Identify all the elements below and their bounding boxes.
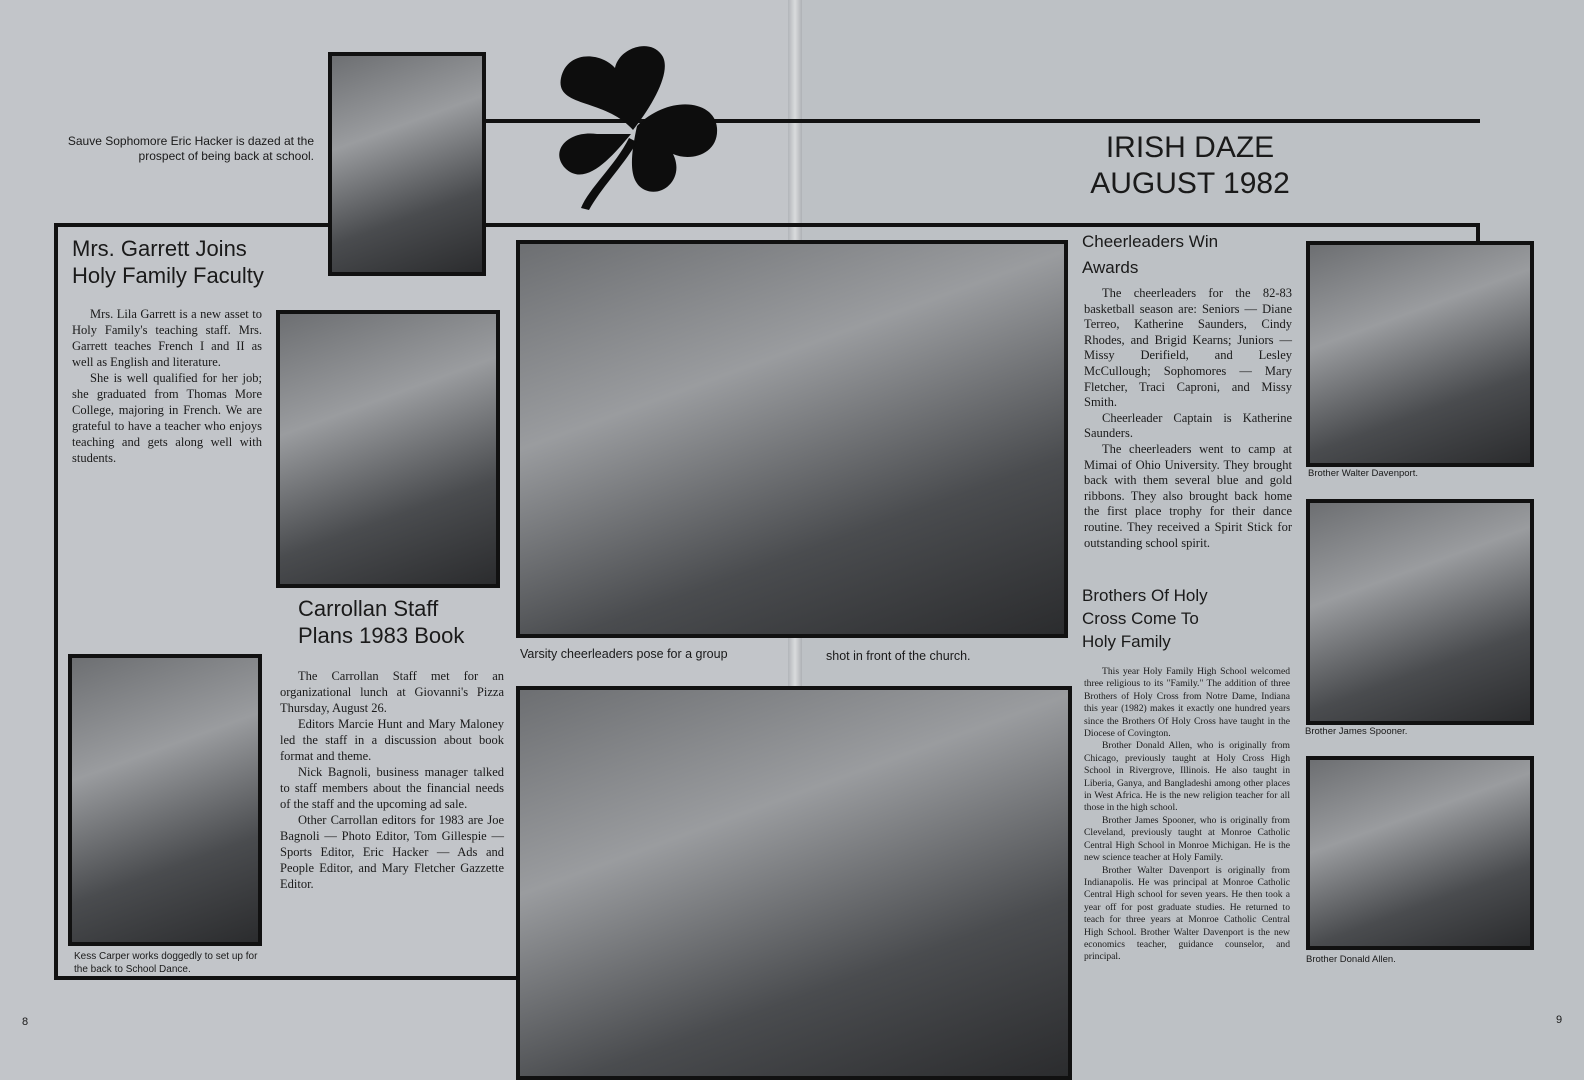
cheer-paragraph-3: The cheerleaders went to camp at Mimai of Ohio University. They brought back with them several blue and gold ribbons. They also brought back home the first place trophy for their dance routine. They received a Spirit Stick for outstanding school spirit. [1084,441,1292,550]
garrett-body [72,306,262,466]
allen-photo [1306,756,1534,950]
garrett-paragraph-1: Mrs. Lila Garrett is a new asset to Holy Family's teaching staff. Mrs. Garrett teaches French I and II as well as English and literature. [72,307,262,369]
frame-top-left [54,223,330,227]
carrollan-headline-line1: Carrollan Staff [298,596,439,621]
carrollan-paragraph-1: The Carrollan Staff met for an organizational lunch at Giovanni's Pizza Thursday, August 26. [280,669,504,715]
brothers-paragraph-3: Brother James Spooner, who is originally from Cleveland, previously taught at Monroe Catholic Central High School in Monroe Michigan. He is the new science teacher at Holy Family. [1084,814,1290,864]
frame-bottom [54,976,516,980]
davenport-caption: Brother Walter Davenport. [1308,468,1418,479]
carrollan-paragraph-4: Other Carrollan editors for 1983 are Joe Bagnoli — Photo Editor, Tom Gillespie — Sports Editor, Eric Hacker — Ads and People Editor, and Mary Fletcher Gazzette Editor. [280,813,504,891]
frame-left [54,223,58,980]
page-number-left: 8 [22,1016,29,1028]
cheer-headline-line1: Cheerleaders Win [1082,232,1219,251]
brothers-headline-line1: Brothers Of Holy [1082,586,1208,605]
cheerleaders-photo [516,240,1068,638]
garrett-paragraph-2: She is well qualified for her job; she graduated from Thomas More College, majoring in French. We are grateful to have a teacher who enjoys teaching and gets along well with students. [72,371,262,465]
brothers-paragraph-2: Brother Donald Allen, who is originally from Chicago, previously taught at Holy Cross High School in Rivergrove, Illinois. He also taught in Liberia, Ganya, and Bangladeshi among other places in West Africa. He is the new religion teacher for all those in the high school. [1084,740,1290,814]
frame-right [1476,223,1480,243]
frame-top-right [484,223,1480,227]
brothers-headline-line2: Cross Come To [1082,609,1199,628]
brothers-paragraph-4: Brother Walter Davenport is originally from Indianapolis. He was principal at Monroe Catholic Central High school for seven years. He then took a year off for post graduate studies. He returned to teach for three years at Monroe Catholic Central High School. Brother Walter Davenport is the new economics teacher, guidance counselor, and principal. [1084,864,1290,963]
page-number-right: 9 [1556,1014,1563,1026]
brothers-body [1084,666,1290,964]
allen-caption: Brother Donald Allen. [1306,954,1396,965]
davenport-photo [1306,241,1534,467]
garrett-headline-line1: Mrs. Garrett Joins [72,236,247,261]
cheerleaders-caption-left: Varsity cheerleaders pose for a group [520,647,728,661]
brothers-headline-line3: Holy Family [1082,632,1171,651]
staff-lunch-photo [516,686,1072,1080]
cheerleaders-caption-right: shot in front of the church. [826,649,971,663]
carper-photo [68,654,262,946]
page-title-line1: IRISH DAZE [1105,131,1275,164]
spooner-caption: Brother James Spooner. [1305,726,1408,737]
carrollan-paragraph-3: Nick Bagnoli, business manager talked to staff members about the financial needs of the staff and the upcoming ad sale. [280,765,504,811]
garrett-photo [276,310,500,588]
cheer-body [1084,286,1292,551]
hacker-photo [328,52,486,276]
cheer-headline-line2: Awards [1082,258,1139,277]
page-title-line2: AUGUST 1982 [1090,167,1290,200]
spooner-photo [1306,499,1534,725]
carrollan-paragraph-2: Editors Marcie Hunt and Mary Maloney led the staff in a discussion about book format and theme. [280,717,504,763]
brothers-paragraph-1: This year Holy Family High School welcomed three religious to its "Family." The addition of three Brothers of Holy Cross from Notre Dame, Indiana this year (1982) makes it exactly one hundred years since the Brothers Of Holy Cross have taught in the Diocese of Covington. [1084,666,1290,740]
cheer-paragraph-2: Cheerleader Captain is Katherine Saunders. [1084,410,1292,441]
hacker-caption: Sauve Sophomore Eric Hacker is dazed at the prospect of being back at school. [67,134,314,163]
carper-caption: Kess Carper works doggedly to set up for the back to School Dance. [74,951,258,975]
carrollan-headline-line2: Plans 1983 Book [298,623,465,648]
cheer-paragraph-1: The cheerleaders for the 82-83 basketball season are: Seniors — Diane Terreo, Katherine Saunders, Cindy Rhodes, and Brigid Kearns; Juniors — Missy Derifield, and Lesley McCullough; Sophomores — Mary Fletcher, Traci Caproni, and Missy Smith. [1084,286,1292,410]
garrett-headline-line2: Holy Family Faculty [72,263,264,288]
shamrock-icon [545,38,725,210]
carrollan-body [280,668,504,892]
